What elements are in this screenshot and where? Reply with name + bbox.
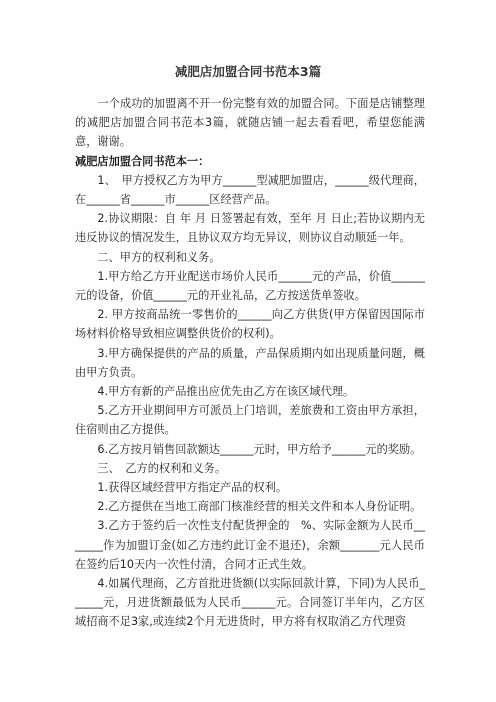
clause-paragraph: 4.如属代理商，乙方首批进货额(以实际回款计算，下同)为人民币______元，月进货额最低为人民币______元。合同签订半年内，乙方区域招商不足3家,或连续2个月无进货时，甲方将有权取消乙方代理资	[75, 577, 425, 629]
document-title: 减肥店加盟合同书范本3篇	[174, 64, 322, 79]
clause-paragraph: 2.乙方提供在当地工商部门核准经营的相关文件和本人身份证明。	[97, 500, 422, 514]
clause-paragraph: 1.甲方给乙方开业配送市场价人民币______元的产品，价值______元的设备，价值______元的开业礼品，乙方按送货单签收。	[75, 269, 425, 303]
clause-paragraph: 2.协议期限：自 年 月 日签署起有效，至年 月 日止;若协议期内无违反协议的情况发生，且协议双方均无异议，则协议自动顺延一年。	[75, 212, 425, 245]
clause-paragraph: 6.乙方按月销售回款额达______元时，甲方给予______元的奖励。	[97, 442, 422, 456]
clause-paragraph: 5.乙方开业期间甲方可派员上门培训，差旅费和工资由甲方承担，住宿则由乙方提供。	[75, 404, 425, 437]
clause-heading: 三、 乙方的权利和义务。	[97, 461, 227, 475]
clause-paragraph: 3.乙方于签约后一次性支付配货押金的 %、实际金额为人民币_______作为加盟订金(如乙方违约此订金不退还)，余额_______元人民币在签约后10天内一次性付清，合同才正式生效。	[75, 519, 425, 571]
document-body	[75, 94, 425, 632]
clause-paragraph: 4.甲方有新的产品推出应优先由乙方在该区域代理。	[97, 385, 355, 399]
clause-paragraph: 1、 甲方授权乙方为甲方______型减肥加盟店，______级代理商，在______省______市______区经营产品。	[75, 173, 425, 207]
clause-paragraph: 2. 甲方按商品统一零售价的______向乙方供货(甲方保留因国际市场材料价格导致相应调整供货价的权利)。	[75, 308, 425, 341]
intro-paragraph: 一个成功的加盟离不开一份完整有效的加盟合同。下面是店铺整理的减肥店加盟合同书范本3篇，就随店铺一起去看看吧，希望您能满意，谢谢。	[75, 97, 425, 149]
section-heading: 减肥店加盟合同书范本一：	[75, 154, 210, 168]
clause-paragraph: 3.甲方确保提供的产品的质量，产品保质期内如出现质量问题，概由甲方负责。	[75, 346, 425, 379]
clause-paragraph: 1.获得区域经营甲方指定产品的权利。	[97, 481, 288, 495]
clause-heading: 二、甲方的权利和义务。	[97, 250, 221, 264]
